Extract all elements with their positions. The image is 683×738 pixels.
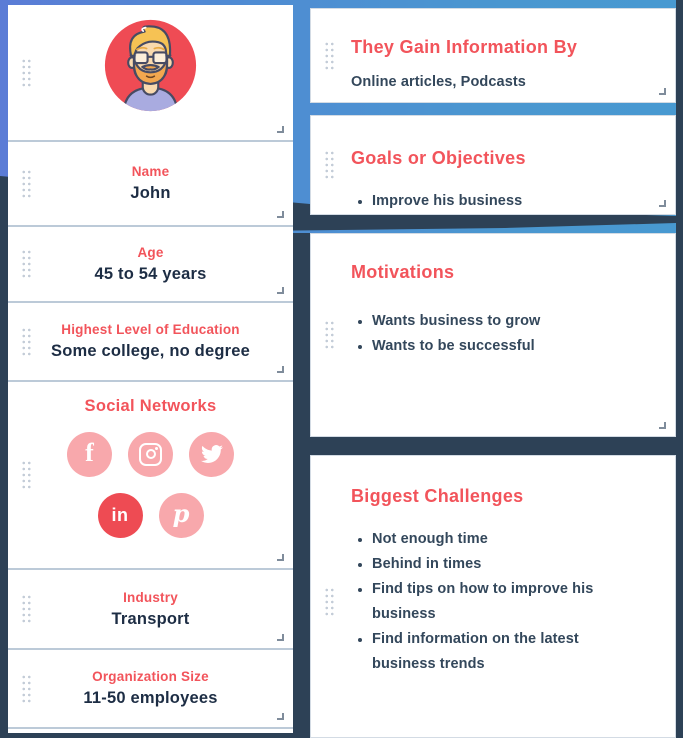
- education-label: Highest Level of Education: [61, 322, 240, 337]
- resize-handle-icon[interactable]: [277, 634, 284, 641]
- resize-handle-icon[interactable]: [277, 211, 284, 218]
- resize-handle-icon[interactable]: [277, 366, 284, 373]
- avatar[interactable]: [102, 17, 199, 119]
- social-networks-title: Social Networks: [84, 396, 217, 415]
- resize-handle-icon[interactable]: [277, 554, 284, 561]
- education-card[interactable]: [8, 303, 293, 382]
- challenges-title: Biggest Challenges: [351, 486, 524, 506]
- gain-information-text[interactable]: Online articles, Podcasts: [351, 74, 526, 90]
- resize-handle-icon[interactable]: [659, 422, 666, 429]
- bullet-item: • Find information on the latest business trends: [372, 627, 643, 677]
- industry-value[interactable]: Transport: [111, 609, 190, 628]
- drag-handle-icon[interactable]: [20, 593, 31, 625]
- bullet-item: • Wants to be successful: [372, 334, 641, 359]
- resize-handle-icon[interactable]: [659, 88, 666, 95]
- persona-avatar-illustration: [102, 17, 199, 114]
- pinterest-icon[interactable]: [159, 493, 204, 538]
- instagram-glyph: [139, 443, 162, 466]
- resize-handle-icon[interactable]: [277, 287, 284, 294]
- persona-summary-column: [8, 5, 293, 733]
- drag-handle-icon[interactable]: [20, 673, 31, 705]
- drag-handle-icon[interactable]: [323, 149, 334, 181]
- name-value[interactable]: John: [130, 184, 171, 202]
- instagram-icon[interactable]: [128, 432, 173, 477]
- linkedin-glyph: in: [111, 504, 129, 525]
- linkedin-icon[interactable]: [98, 493, 143, 538]
- bullet-item: • Wants business to grow: [372, 309, 641, 334]
- motivations-list[interactable]: [351, 309, 641, 359]
- industry-card[interactable]: [8, 570, 293, 650]
- bullet-item: • Find tips on how to improve his business: [372, 577, 643, 627]
- resize-handle-icon[interactable]: [277, 126, 284, 133]
- education-value[interactable]: Some college, no degree: [51, 342, 250, 360]
- age-label: Age: [137, 244, 164, 260]
- bullet-item: • Improve his business: [372, 189, 641, 214]
- name-card[interactable]: [8, 142, 293, 227]
- goals-card[interactable]: [310, 115, 676, 215]
- social-networks-card[interactable]: [8, 382, 293, 570]
- persona-detail-column: [310, 8, 676, 738]
- motivations-title: Motivations: [351, 262, 455, 282]
- organization-size-value[interactable]: 11-50 employees: [83, 689, 218, 707]
- resize-handle-icon[interactable]: [277, 713, 284, 720]
- pinterest-glyph: p: [172, 498, 190, 528]
- age-card[interactable]: [8, 227, 293, 303]
- drag-handle-icon[interactable]: [323, 40, 334, 72]
- goals-title: Goals or Objectives: [351, 148, 526, 168]
- drag-handle-icon[interactable]: [20, 168, 31, 200]
- name-label: Name: [131, 164, 170, 179]
- facebook-icon[interactable]: [67, 432, 112, 477]
- organization-size-card[interactable]: [8, 650, 293, 729]
- goals-list[interactable]: [351, 189, 641, 214]
- drag-handle-icon[interactable]: [323, 319, 334, 351]
- twitter-icon[interactable]: [189, 432, 234, 477]
- resize-handle-icon[interactable]: [659, 200, 666, 207]
- drag-handle-icon[interactable]: [20, 57, 31, 89]
- gain-information-card[interactable]: [310, 8, 676, 103]
- organization-size-label: Organization Size: [92, 669, 209, 684]
- challenges-list[interactable]: [351, 527, 643, 677]
- avatar-card[interactable]: [8, 5, 293, 142]
- facebook-glyph: f: [85, 438, 94, 467]
- industry-label: Industry: [123, 589, 178, 605]
- motivations-card[interactable]: [310, 233, 676, 437]
- challenges-card[interactable]: [310, 455, 676, 738]
- twitter-bird-glyph: [201, 443, 223, 465]
- gain-information-title: They Gain Information By: [351, 37, 578, 57]
- age-value[interactable]: 45 to 54 years: [94, 264, 207, 283]
- bullet-item: • Not enough time: [372, 527, 643, 552]
- drag-handle-icon[interactable]: [20, 459, 31, 491]
- bullet-item: • Behind in times: [372, 552, 643, 577]
- drag-handle-icon[interactable]: [20, 248, 31, 280]
- drag-handle-icon[interactable]: [20, 326, 31, 358]
- drag-handle-icon[interactable]: [323, 586, 334, 618]
